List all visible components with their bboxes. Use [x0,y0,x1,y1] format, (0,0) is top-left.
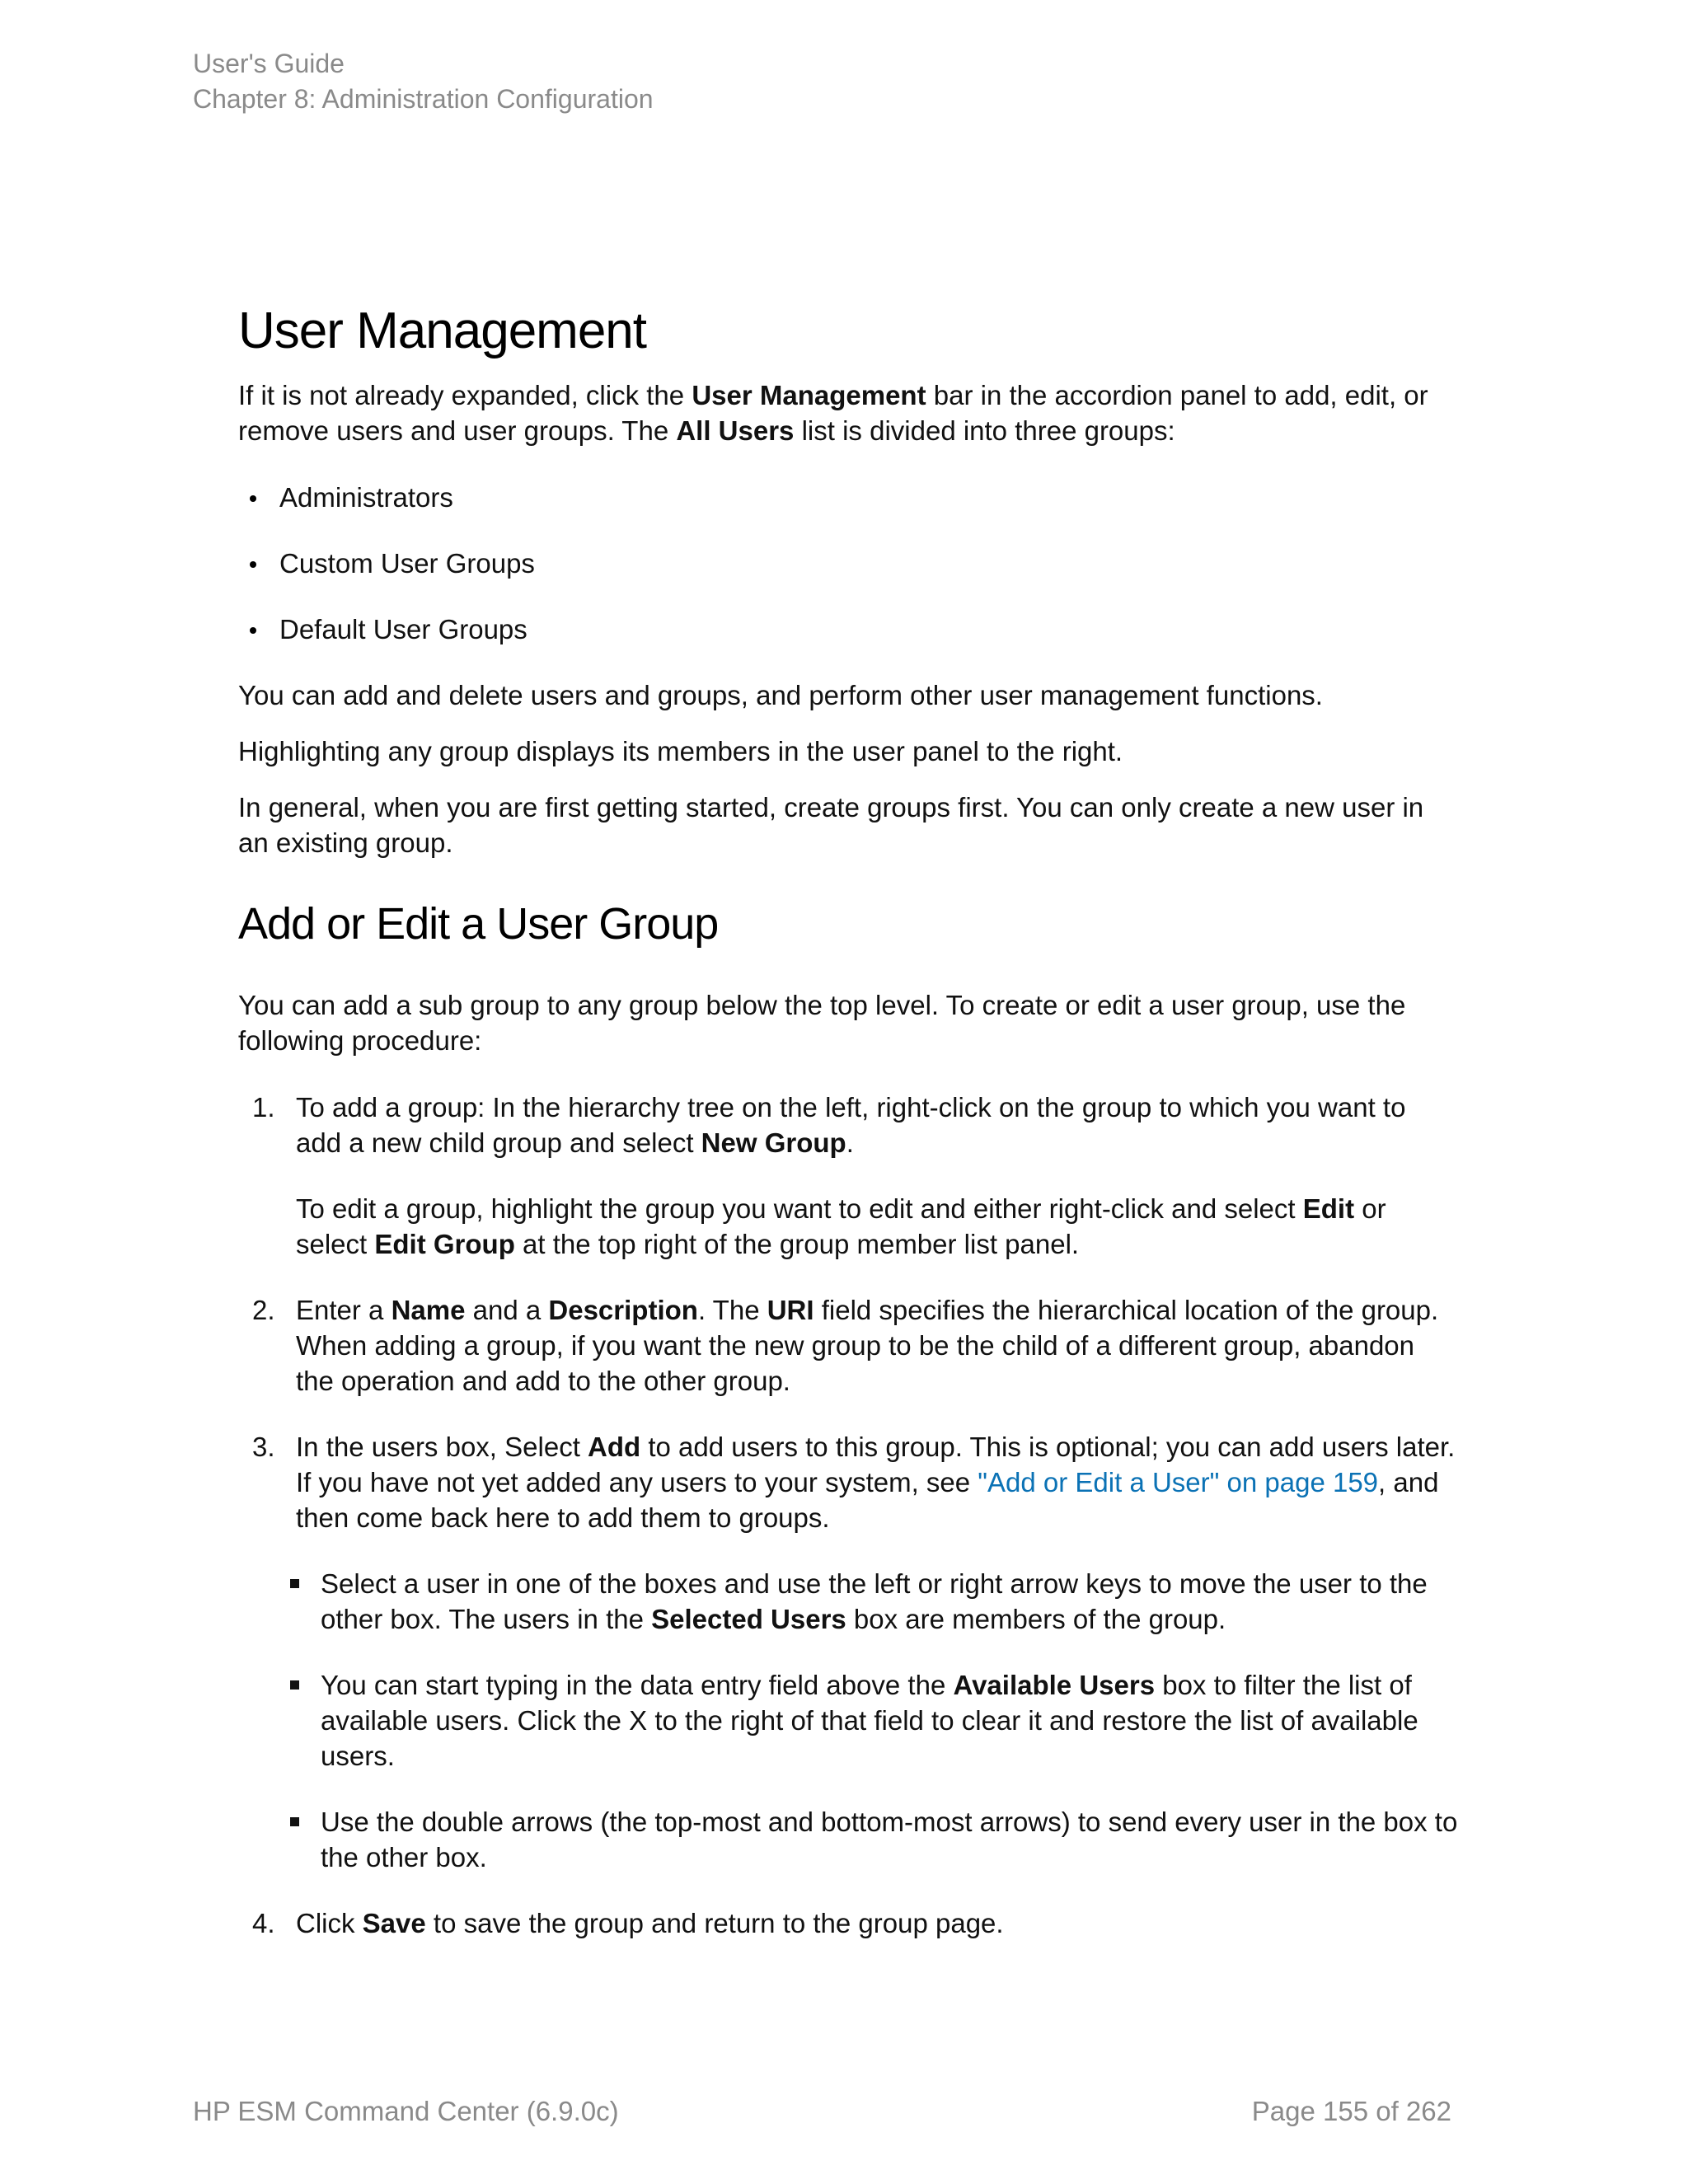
step-text-segment: at the top right of the group member list panel. [514,1229,1080,1259]
step-bold: URI [767,1295,814,1325]
step-text-segment: field specifies the hierarchical location of the group. When adding a group, if you want the new group to be the child of a different group, abandon the operation and add to the other group. [296,1295,1439,1396]
page-content [238,297,1458,1971]
bullet-text: You can start typing in the data entry field above the [321,1670,954,1700]
list-item [288,1667,1458,1774]
section-title: User Management [238,302,647,359]
intro-bold-user-management: User Management [692,380,926,410]
footer-product: HP ESM Command Center (6.9.0c) [193,2096,619,2126]
step-number: 4. [252,1908,275,1938]
cross-reference-link[interactable]: "Add or Edit a User" on page 159 [978,1467,1379,1497]
step-text-segment: to save the group and return to the group page. [425,1908,1004,1938]
step-text-segment: Click [296,1908,363,1938]
procedure-steps [238,1090,1458,1941]
list-item: Administrators [238,480,1458,515]
paragraph: In general, when you are first getting started, create groups first. You can only create a new user in an existing group. [238,792,1424,858]
list-item: Default User Groups [238,612,1458,647]
intro-text: If it is not already expanded, click the [238,380,692,410]
chapter-title: Chapter 8: Administration Configuration [193,84,654,114]
step-bold: Name [391,1295,466,1325]
step-text-segment: To add a group: In the hierarchy tree on the left, right-click on the group to which you want to add a new child group and select [296,1092,1406,1158]
paragraph: You can add and delete users and groups, and perform other user management functions. [238,680,1323,710]
intro-bold-all-users: All Users [676,415,795,446]
step-item [238,1292,1458,1399]
step-text-segment: In the users box, Select [296,1432,588,1462]
bullet-text: box to filter the list of available users. Click the X to the right of that field to clear it and restore the list of available users. [321,1670,1418,1771]
step-text-segment: To edit a group, highlight the group you want to edit and either right-click and select [296,1193,1303,1224]
step-text-segment: Enter a [296,1295,392,1325]
step-number: 3. [252,1432,275,1462]
guide-title: User's Guide [193,49,345,78]
intro-text: bar in the accordion panel to add, edit, or remove users and user groups. The [238,380,1428,446]
step-text [296,1429,1458,1535]
step-text-segment: , and then come back here to add them to groups. [296,1467,1439,1533]
list-item [288,1566,1458,1637]
subsection-intro: You can add a sub group to any group below the top level. To create or edit a user group, use the following procedure: [238,990,1406,1056]
list-item [288,1804,1458,1875]
bullet-bold: Available Users [953,1670,1156,1700]
section-intro [238,377,1458,448]
step-text-segment: and a [465,1295,549,1325]
step-number: 2. [252,1295,275,1325]
step-item [238,1090,1458,1262]
running-header [193,46,654,117]
footer-page-number: Page 155 of 262 [1251,2096,1451,2126]
intro-text: list is divided into three groups: [794,415,1175,446]
step-text-segment: . The [697,1295,767,1325]
step-bold: Save [362,1908,426,1938]
step-text-segment: to add users to this group. This is optional; you can add users later. If you have not yet added any users to your system, see [296,1432,1456,1497]
step-bold: Edit [1302,1193,1355,1224]
sub-bullet-list [288,1566,1458,1875]
step-text-segment: . [846,1127,854,1158]
group-list [238,480,1458,647]
bullet-bold: Selected Users [651,1604,846,1634]
step-text [296,1905,1458,1941]
step-bold: Add [588,1432,641,1462]
paragraph: Highlighting any group displays its members in the user panel to the right. [238,736,1123,766]
step-text [296,1090,1458,1160]
step-bold: New Group [701,1127,846,1158]
step-text [296,1292,1458,1399]
step-item [238,1905,1458,1941]
subsection-title: Add or Edit a User Group [238,899,719,949]
bullet-text: Select a user in one of the boxes and use the left or right arrow keys to move the user to the other box. The users in the [321,1568,1428,1634]
step-text [296,1191,1458,1262]
step-item [238,1429,1458,1875]
step-bold: Edit Group [374,1229,515,1259]
bullet-text: Use the double arrows (the top-most and bottom-most arrows) to send every user in the box to the other box. [321,1807,1458,1872]
list-item: Custom User Groups [238,546,1458,581]
bullet-text: box are members of the group. [846,1604,1226,1634]
step-number: 1. [252,1092,275,1122]
step-text-segment: or select [296,1193,1386,1259]
step-bold: Description [548,1295,698,1325]
